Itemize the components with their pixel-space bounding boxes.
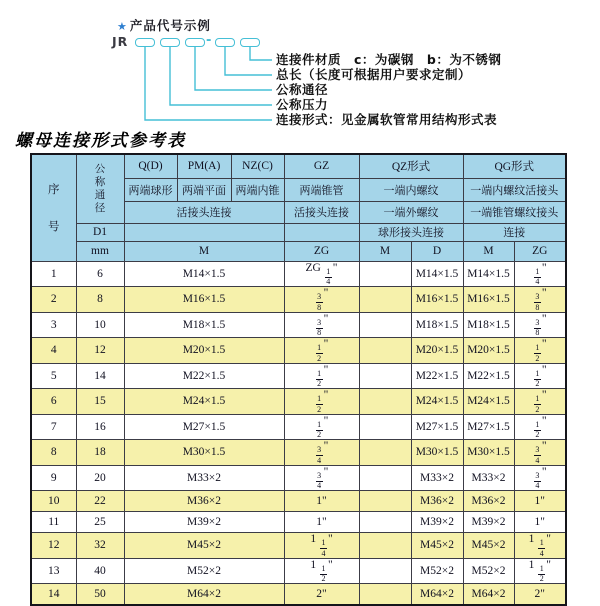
cell-diameter: 40	[76, 558, 124, 584]
cell-m-thread: M30×1.5	[124, 440, 284, 466]
cell-diameter: 15	[76, 389, 124, 415]
table-row	[31, 465, 566, 491]
cell-m-thread: M39×2	[124, 512, 284, 533]
cell-qg-zg: $\frac{1}{2}$ "	[514, 363, 566, 389]
table-row	[31, 261, 566, 287]
cell-diameter: 8	[76, 287, 124, 313]
cell-diameter: 22	[76, 491, 124, 512]
cell-qz-m	[359, 261, 411, 287]
header-gz-desc: 两端锥管	[284, 178, 359, 201]
cell-serial: 2	[31, 287, 76, 313]
table-row	[31, 491, 566, 512]
cell-qz-m	[359, 512, 411, 533]
cell-qz-d: M45×2	[411, 533, 463, 559]
reference-table-wrap	[30, 153, 567, 606]
cell-m-thread: M52×2	[124, 558, 284, 584]
header-qd: Q(D)	[124, 154, 177, 178]
cell-diameter: 50	[76, 584, 124, 605]
cell-qg-m: M14×1.5	[463, 261, 514, 287]
cell-qz-m	[359, 414, 411, 440]
header-qz-row2: 一端内螺纹	[359, 178, 463, 201]
header-qz-unit-d: D	[411, 241, 463, 261]
cell-serial: 12	[31, 533, 76, 559]
code-box-5	[240, 38, 260, 47]
cell-gz: 1"	[284, 512, 359, 533]
cell-qz-d: M52×2	[411, 558, 463, 584]
code-box-3	[185, 38, 205, 47]
cell-m-thread: M16×1.5	[124, 287, 284, 313]
cell-gz: $\frac{1}{2}$ "	[284, 414, 359, 440]
cell-qg-zg: 1"	[514, 512, 566, 533]
cell-qz-d: M64×2	[411, 584, 463, 605]
header-qg-row2: 一端内螺纹活接头	[463, 178, 566, 201]
cell-m-thread: M27×1.5	[124, 414, 284, 440]
cell-qg-m: M22×1.5	[463, 363, 514, 389]
cell-gz: 1"	[284, 491, 359, 512]
nut-connection-table	[30, 153, 567, 606]
cell-m-thread: M24×1.5	[124, 389, 284, 415]
cell-diameter: 12	[76, 338, 124, 364]
cell-qz-m	[359, 312, 411, 338]
cell-qg-m: M64×2	[463, 584, 514, 605]
code-box-4	[215, 38, 235, 47]
table-row	[31, 440, 566, 466]
cell-serial: 9	[31, 465, 76, 491]
table-header	[31, 154, 566, 261]
cell-qg-m: M30×1.5	[463, 440, 514, 466]
cell-diameter: 18	[76, 440, 124, 466]
cell-qz-m	[359, 287, 411, 313]
cell-m-thread: M22×1.5	[124, 363, 284, 389]
cell-qz-m	[359, 558, 411, 584]
header-nzc-desc: 两端内锥	[231, 178, 284, 201]
cell-diameter: 14	[76, 363, 124, 389]
cell-qg-zg: $\frac{3}{4}$ "	[514, 440, 566, 466]
cell-qz-d: M22×1.5	[411, 363, 463, 389]
label-material: 连接件材质 c：为碳钢 b：为不锈钢	[276, 52, 502, 67]
cell-m-thread: M14×1.5	[124, 261, 284, 287]
table-row	[31, 338, 566, 364]
cell-qg-zg: $\frac{3}{8}$ "	[514, 312, 566, 338]
cell-gz: $\frac{3}{4}$ "	[284, 465, 359, 491]
cell-qg-zg: $\frac{1}{2}$ "	[514, 414, 566, 440]
cell-gz: $\frac{1}{2}$ "	[284, 389, 359, 415]
cell-qg-zg: $\frac{3}{4}$ "	[514, 465, 566, 491]
cell-qg-zg: $\frac{1}{2}$ "	[514, 389, 566, 415]
header-pma: PM(A)	[177, 154, 231, 178]
cell-serial: 3	[31, 312, 76, 338]
diagram-heading	[117, 16, 211, 34]
cell-diameter: 20	[76, 465, 124, 491]
cell-diameter: 16	[76, 414, 124, 440]
cell-m-thread: M33×2	[124, 465, 284, 491]
header-gz-row3: 活接头连接	[284, 201, 359, 223]
cell-qg-m: M45×2	[463, 533, 514, 559]
header-zg-unit: ZG	[284, 241, 359, 261]
code-box-2	[160, 38, 180, 47]
header-qz-unit-m: M	[359, 241, 411, 261]
header-gz: GZ	[284, 154, 359, 178]
header-live-joint: 活接头连接	[124, 201, 284, 223]
cell-qg-zg: $\frac{1}{4}$ "	[514, 261, 566, 287]
cell-gz: 1 $\frac{1}{4}$ "	[284, 533, 359, 559]
cell-qz-d: M16×1.5	[411, 287, 463, 313]
cell-diameter: 6	[76, 261, 124, 287]
table-row	[31, 584, 566, 605]
header-qz-row4: 球形接头连接	[359, 223, 463, 241]
cell-m-thread: M18×1.5	[124, 312, 284, 338]
cell-qz-m	[359, 389, 411, 415]
table-row	[31, 363, 566, 389]
cell-qg-m: M36×2	[463, 491, 514, 512]
header-blank-gz	[284, 223, 359, 241]
cell-qg-zg: $\frac{1}{2}$ "	[514, 338, 566, 364]
cell-m-thread: M64×2	[124, 584, 284, 605]
cell-qg-zg: 1 $\frac{1}{2}$ "	[514, 558, 566, 584]
header-diameter: 公 称 通 径	[76, 154, 124, 223]
cell-serial: 8	[31, 440, 76, 466]
cell-serial: 5	[31, 363, 76, 389]
cell-qg-m: M18×1.5	[463, 312, 514, 338]
cell-serial: 11	[31, 512, 76, 533]
header-qz: QZ形式	[359, 154, 463, 178]
header-qg-row4: 连接	[463, 223, 566, 241]
cell-qg-m: M52×2	[463, 558, 514, 584]
cell-qg-zg: $\frac{3}{8}$ "	[514, 287, 566, 313]
cell-gz: 2"	[284, 584, 359, 605]
cell-gz: $\frac{1}{2}$ "	[284, 338, 359, 364]
cell-qz-m	[359, 363, 411, 389]
cell-qg-zg: 2"	[514, 584, 566, 605]
cell-serial: 1	[31, 261, 76, 287]
cell-qz-d: M24×1.5	[411, 389, 463, 415]
cell-qz-d: M30×1.5	[411, 440, 463, 466]
cell-gz: $\frac{3}{8}$ "	[284, 312, 359, 338]
header-blank-left	[124, 223, 284, 241]
label-connection-form: 连接形式：见金属软管常用结构形式表	[276, 112, 498, 127]
code-box-1	[135, 38, 155, 47]
cell-diameter: 10	[76, 312, 124, 338]
cell-serial: 14	[31, 584, 76, 605]
cell-qg-m: M39×2	[463, 512, 514, 533]
table-row	[31, 558, 566, 584]
cell-qz-d: M27×1.5	[411, 414, 463, 440]
cell-qg-m: M24×1.5	[463, 389, 514, 415]
header-m-span: M	[124, 241, 284, 261]
label-total-length: 总长（长度可根据用户要求定制）	[276, 67, 472, 82]
cell-m-thread: M36×2	[124, 491, 284, 512]
table-row	[31, 533, 566, 559]
code-separator: -	[206, 33, 212, 48]
cell-qg-zg: 1"	[514, 491, 566, 512]
header-d1: D1	[76, 223, 124, 241]
cell-diameter: 25	[76, 512, 124, 533]
cell-qz-d: M36×2	[411, 491, 463, 512]
star-icon: ★	[117, 20, 128, 33]
cell-qg-m: M16×1.5	[463, 287, 514, 313]
cell-serial: 4	[31, 338, 76, 364]
cell-gz: $\frac{3}{4}$ "	[284, 440, 359, 466]
cell-serial: 6	[31, 389, 76, 415]
table-title: 螺母连接形式参考表	[15, 131, 186, 151]
header-qg-unit-zg: ZG	[514, 241, 566, 261]
cell-qg-zg: 1 $\frac{1}{4}$ "	[514, 533, 566, 559]
cell-qg-m: M20×1.5	[463, 338, 514, 364]
header-qz-row3: 一端外螺纹	[359, 201, 463, 223]
diagram-heading-text: 产品代号示例	[129, 18, 211, 33]
cell-qg-m: M33×2	[463, 465, 514, 491]
cell-diameter: 32	[76, 533, 124, 559]
header-nzc: NZ(C)	[231, 154, 284, 178]
cell-gz: $\frac{1}{2}$ "	[284, 363, 359, 389]
table-row	[31, 312, 566, 338]
cell-qz-m	[359, 533, 411, 559]
header-qg: QG形式	[463, 154, 566, 178]
table-row	[31, 287, 566, 313]
cell-serial: 13	[31, 558, 76, 584]
cell-qz-m	[359, 338, 411, 364]
label-nominal-diameter: 公称通径	[276, 82, 329, 97]
cell-qz-d: M14×1.5	[411, 261, 463, 287]
table-row	[31, 389, 566, 415]
header-qd-desc: 两端球形	[124, 178, 177, 201]
cell-qz-d: M18×1.5	[411, 312, 463, 338]
cell-gz: $\frac{3}{8}$ "	[284, 287, 359, 313]
cell-qz-d: M33×2	[411, 465, 463, 491]
cell-qz-m	[359, 440, 411, 466]
table-row	[31, 512, 566, 533]
cell-m-thread: M45×2	[124, 533, 284, 559]
cell-qg-m: M27×1.5	[463, 414, 514, 440]
table-row	[31, 414, 566, 440]
header-pma-desc: 两端平面	[177, 178, 231, 201]
code-prefix: JR	[112, 34, 129, 49]
label-nominal-pressure: 公称压力	[276, 97, 329, 112]
cell-qz-d: M39×2	[411, 512, 463, 533]
cell-gz: ZG $\frac{1}{4}$ "	[284, 261, 359, 287]
table-body	[31, 261, 566, 605]
cell-gz: 1 $\frac{1}{2}$ "	[284, 558, 359, 584]
cell-serial: 7	[31, 414, 76, 440]
header-mm: mm	[76, 241, 124, 261]
cell-qz-m	[359, 584, 411, 605]
cell-m-thread: M20×1.5	[124, 338, 284, 364]
cell-serial: 10	[31, 491, 76, 512]
cell-qz-m	[359, 491, 411, 512]
cell-qz-m	[359, 465, 411, 491]
header-serial: 序 号	[31, 154, 76, 261]
header-qg-row3: 一端锥管螺纹接头	[463, 201, 566, 223]
cell-qz-d: M20×1.5	[411, 338, 463, 364]
header-qg-unit-m: M	[463, 241, 514, 261]
